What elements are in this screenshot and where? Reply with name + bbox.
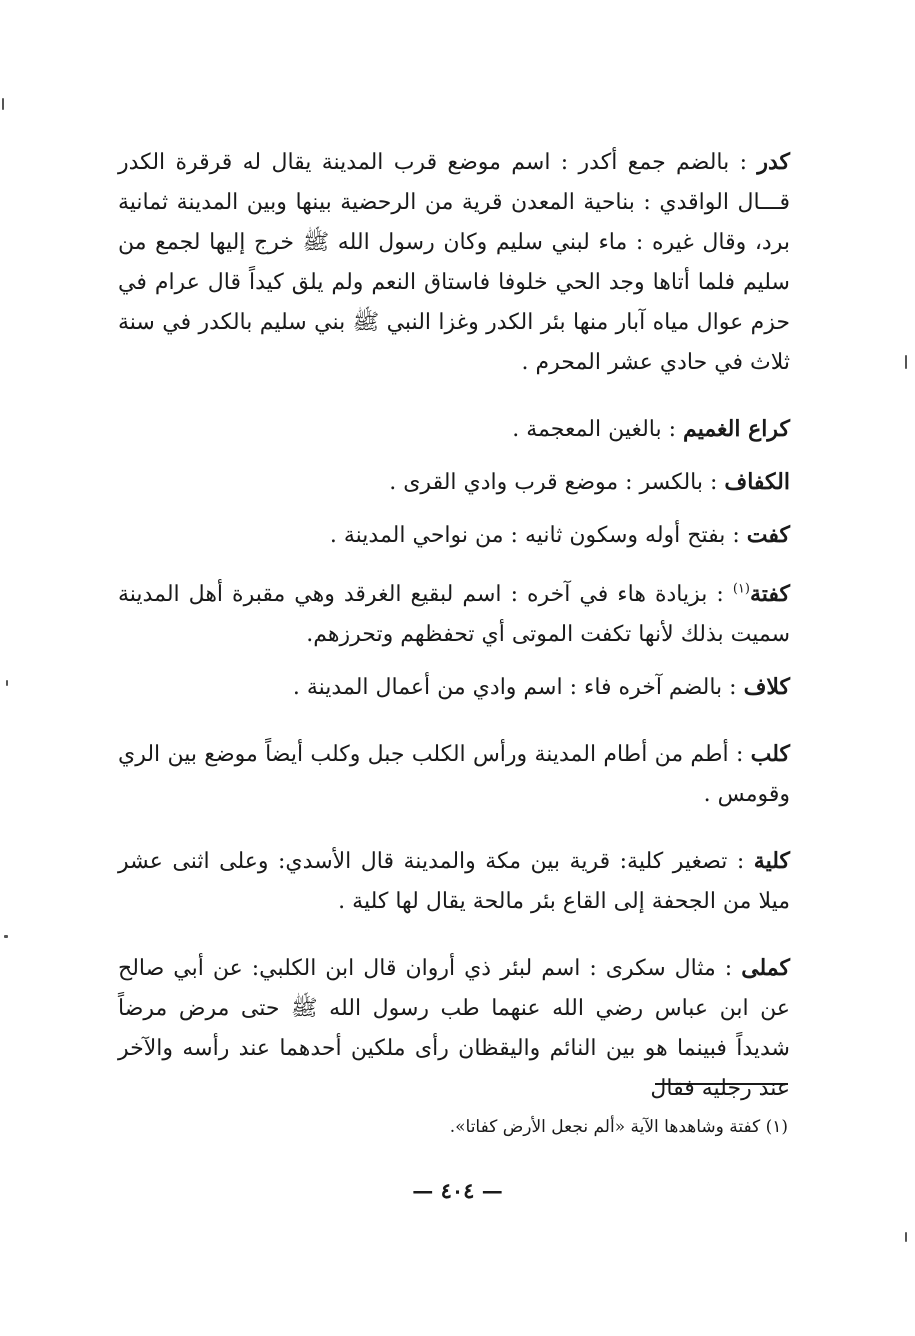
entry-body: : بفتح أوله وسكون ثانيه : من نواحي المدينة . [329,523,747,548]
footnote: (١) كفتة وشاهدها الآية «ألم نجعل الأرض كفاتا». [449,1117,788,1137]
entry-headword: كملى [741,955,790,981]
entry-headword: كلب [750,741,790,767]
entry-headword: كلية [753,848,790,874]
entry-kulayya [118,841,790,922]
entry-body: : بزيادة هاء في آخره : اسم لبقيع الغرقد وهي مقبرة أهل المدينة سميت بذلك لأنها تكفت الموتى أي تحفظهم وتحرزهم. [118,582,790,647]
entry-headword: كفت [746,522,790,548]
scan-mark [905,1232,907,1242]
entry-kalb [118,734,790,815]
page-number: — ٤٠٤ — [412,1178,503,1203]
entry-body: : بالضم جمع أكدر : اسم موضع قرب المدينة يقال له قرقرة الكدر قـــال الواقدي : بناحية المعدن قرية من الرحضية بينها وبين المدينة ثمانية برد، وقال غيره : ماء لبني سليم وكان رسول الله ﷺ خرج إليها لجمع من سليم فلما أتاها وجد الحي خلوفا فاستاق النعم ولم يلق كيداً قال عرام في حزم عوال مياه آبار منها بئر الكدر وغزا النبي ﷺ بني سليم بالكدر في سنة ثلاث في حادي عشر المحرم . [118,150,790,375]
entry-headword: كلاف [743,674,790,700]
entry-headword: الكفاف [724,469,790,495]
entry-kulaf [118,667,790,708]
entry-body: : تصغير كلية: قرية بين مكة والمدينة قال الأسدي: وعلى اثنى عشر ميلا من الجحفة إلى القاع بئر مالحة يقال لها كلية . [118,849,790,914]
entry-kura-al-ghamim [118,409,790,450]
entry-body: : بالكسر : موضع قرب وادي القرى . [389,470,725,495]
entry-kaft [118,515,790,556]
scan-mark [905,355,907,369]
entry-headword: كفتة [749,581,790,607]
entry-body: : أطم من أطام المدينة ورأس الكلب جبل وكلب أيضاً موضع بين الري وقومس . [118,742,790,807]
entry-headword: كراع الغميم [683,416,790,442]
entry-kafta [118,574,790,655]
main-text [118,142,790,1109]
entry-kadar [118,142,790,383]
scan-mark [6,680,8,686]
scan-mark [2,98,4,110]
entry-body: : مثال سكرى : اسم لبئر ذي أروان قال ابن الكلبي: عن أبي صالح عن ابن عباس رضي الله عنهما طب رسول الله ﷺ حتى مرض مرضاً شديداً فبينما هو بين النائم واليقظان رأى ملكين أحدهما عند رأسه والآخر عند رجليه فقال [118,956,790,1101]
entry-body: : بالضم آخره فاء : اسم وادي من أعمال المدينة . [292,675,744,700]
footnote-marker: (١) [732,581,750,597]
entry-headword: كدر [757,149,790,175]
scan-mark [4,935,8,938]
entry-al-kifaf [118,462,790,503]
footnote-divider [655,1083,788,1085]
entry-body: : بالغين المعجمة . [512,417,684,442]
